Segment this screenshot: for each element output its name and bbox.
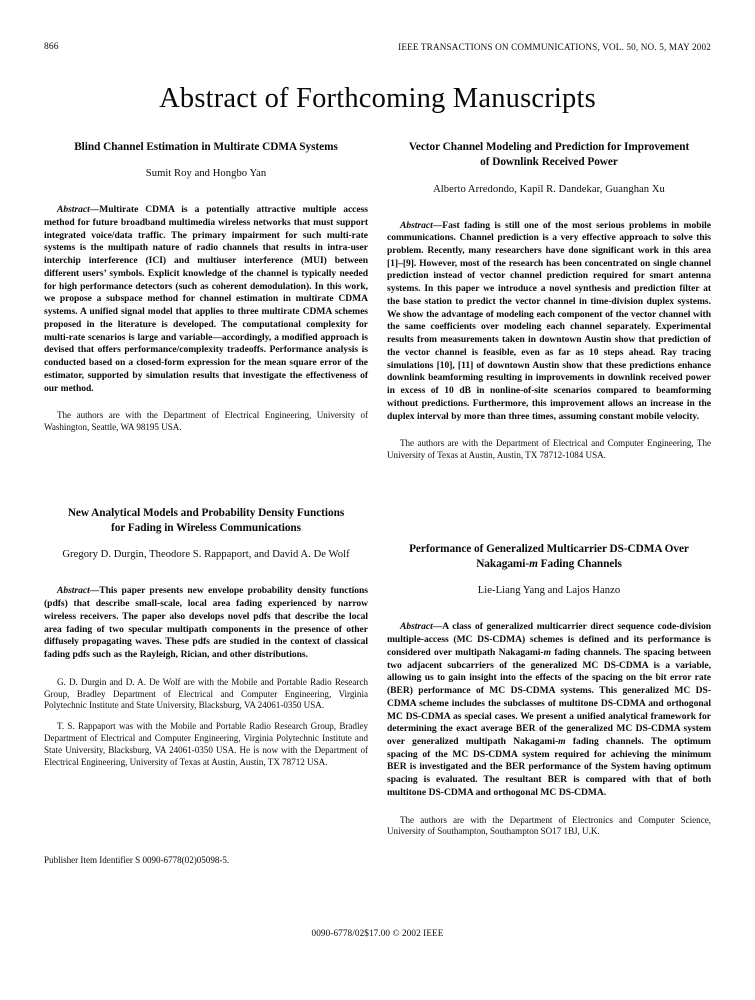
- nakagami-m-symbol: m: [543, 646, 551, 658]
- nakagami-m-symbol: m: [558, 735, 566, 747]
- abstract-lead-in: Abstract—: [400, 219, 443, 231]
- article-title-line-2-suffix: Fading Channels: [537, 558, 622, 571]
- article-title-line-2-prefix: Nakagami-: [476, 558, 530, 571]
- article-title: [44, 506, 368, 537]
- author-affiliation-footnote: The authors are with the Department of Electrical Engineering, University of Washington, Seattle, WA 98195 USA.: [44, 410, 368, 433]
- left-column: [44, 140, 368, 866]
- article-title-line-1: Performance of Generalized Multicarrier DS-CDMA Over: [409, 542, 689, 555]
- running-head: [44, 42, 711, 56]
- article-abstract: [44, 204, 368, 395]
- article-title: [387, 140, 711, 171]
- article-authors: Sumit Roy and Hongbo Yan: [145, 168, 267, 180]
- right-column: [387, 140, 711, 847]
- abstract-text-part-1: A class of generalized multicarrier direct sequence code-division multiple-access (MC DS-CDMA) schemes is defined and its performance is considered over multipath Nakagami-: [387, 621, 711, 658]
- article-abstract: [387, 220, 711, 424]
- abstract-lead-in: Abstract—: [57, 204, 100, 216]
- article-title-line-1: New Analytical Models and Probability Density Functions: [67, 506, 345, 519]
- article-authors: Gregory D. Durgin, Theodore S. Rappaport, and David A. De Wolf: [62, 549, 350, 561]
- article-title-line-2: for Fading in Wireless Communications: [110, 522, 301, 535]
- abstract-text: Multirate CDMA is a potentially attractive multiple access method for future broadband multimedia wireless networks that must support integrated voice/data traffic. The primary impairment for such multi-rate systems is the multipath nature of radio channels that results in intra-user interchip interference (ICI) and multiuser interference (MUI) between different users’ symbols. Explicit knowledge of the channel is typically needed for high performance detectors (such as coherent demodulation). In this work, we propose a subspace method for channel estimation in multirate CDMA systems. A unified signal model that applies to three multirate CDMA schemes proposed in the literature is developed. The computational complexity for multi-rate scenarios is large and variable—accordingly, a modified approach is devised that offers performance/complexity tradeoffs. Performance analysis is conducted based on a closed-form expression for the mean square error of the estimator, supported by simulation results that investigate the effectiveness of our method.: [44, 204, 368, 394]
- article-abstract: [387, 621, 711, 799]
- abstract-text-part-2: fading channels. The spacing between two adjacent subcarriers of the generalized MC DS-CDMA is a variable, allowing us to gain insight into the effects of the spacing on the bit error rate (BER) performance of MC DS-CDMA systems. This generalized MC DS-CDMA scheme includes the subclasses of multitone DS-CDMA and orthogonal MC DS-CDMA as special cases. We present a unified analytical framework for determining the exact average BER of the generalized MC DS-CDMA system over generalized multipath Nakagami-: [387, 646, 712, 747]
- publisher-item-identifier: Publisher Item Identifier S 0090-6778(02)05098-5.: [44, 855, 230, 866]
- page-number: 866: [44, 42, 59, 52]
- article-new-analytical-models: [44, 506, 368, 769]
- abstract-text-part-3: fading channels. The optimum spacing of the MC DS-CDMA system required for achieving the minimum BER is investigated and the BER performance of the System having optimum spacing is evaluated. The resultant BER is compared with that of both multitone DS-CDMA and orthogonal MC DS-CDMA.: [387, 735, 711, 798]
- article-title-line-1: Vector Channel Modeling and Prediction for Improvement: [408, 141, 690, 153]
- copyright-footer: 0090-6778/02$17.00 © 2002 IEEE: [311, 928, 444, 938]
- two-column-body: [44, 140, 711, 900]
- article-blind-channel-estimation: [44, 140, 368, 434]
- article-abstract: [44, 585, 368, 661]
- article-title-line-2: of Downlink Received Power: [480, 156, 618, 169]
- article-title: [387, 542, 711, 573]
- article-authors: Alberto Arredondo, Kapil R. Dandekar, Guanghan Xu: [433, 183, 665, 195]
- article-generalized-multicarrier-ds-cdma: [387, 542, 711, 838]
- abstract-lead-in: Abstract—: [57, 585, 100, 597]
- abstract-lead-in: Abstract—: [400, 621, 443, 633]
- author-affiliation-footnote: The authors are with the Department of Electronics and Computer Science, University of Southampton, Southampton SO17 1BJ, U.K.: [387, 814, 711, 837]
- article-authors: Lie-Liang Yang and Lajos Hanzo: [477, 585, 621, 597]
- page-title: Abstract of Forthcoming Manuscripts: [159, 83, 596, 115]
- article-vector-channel-modeling: [387, 140, 711, 462]
- nakagami-m-symbol: m: [529, 558, 538, 571]
- abstract-text: Fast fading is still one of the most serious problems in mobile communications. Channel prediction is a very effective approach to solve this problem. Recently, many researchers have done significant work in this area [1]–[9]. However, most of the research has been concentrated on single channel prediction instead of vector channel prediction required for smart antenna systems. In this paper we introduce a novel synthesis and prediction filter at the base station to predict the vector channel in time-division duplex systems. We show the advantage of modeling each component of the vector channel with the same coefficients over modeling each channel separately. Experimental results from measurements taken in downtown Austin show that prediction of the vector channel is feasible, even as far as 10 steps ahead. Ray tracing simulations [10], [11] of downtown Austin show that these predictions enhance downlink beamforming resulting in improvements in downlink received power in excess of 10 dB in nonline-of-site scenarios compared to beamforming without predictions. Furthermore, this improvement allows an increase in the duplex interval by more than three times, assuming constant mobile velocity.: [387, 219, 711, 422]
- article-title: Blind Channel Estimation in Multirate CDMA Systems: [74, 141, 338, 153]
- author-affiliation-footnote: The authors are with the Department of Electrical and Computer Engineering, The University of Texas at Austin, Austin, TX 78712-1084 USA.: [387, 438, 711, 461]
- abstract-text: This paper presents new envelope probability density functions (pdfs) that describe small-scale, local area fading experienced by narrow wireless receivers. The paper also develops novel pdfs that describe the local area fading of two specular multipath components in the presence of other diffusely propagating waves. These pdfs are studied in the context of classical fading pdfs such as the Rayleigh, Rician, and other distributions.: [44, 585, 368, 661]
- journal-citation-line: IEEE TRANSACTIONS ON COMMUNICATIONS, VOL. 50, NO. 5, MAY 2002: [398, 42, 711, 52]
- author-affiliation-footnote: T. S. Rappaport was with the Mobile and Portable Radio Research Group, Bradley Department of Electrical and Computer Engineering, Virginia Polytechnic Institute and State University, Blacksburg, VA 24061-0350 USA. He is now with the Department of Electrical Engineering, University of Texas at Austin, Austin, TX 78712 USA.: [44, 721, 368, 767]
- author-affiliation-footnote: G. D. Durgin and D. A. De Wolf are with the Mobile and Portable Radio Research Group, Bradley Department of Electrical and Computer Engineering, Virginia Polytechnic Institute and State University, Blacksburg, VA 24061-0350 USA.: [44, 676, 368, 711]
